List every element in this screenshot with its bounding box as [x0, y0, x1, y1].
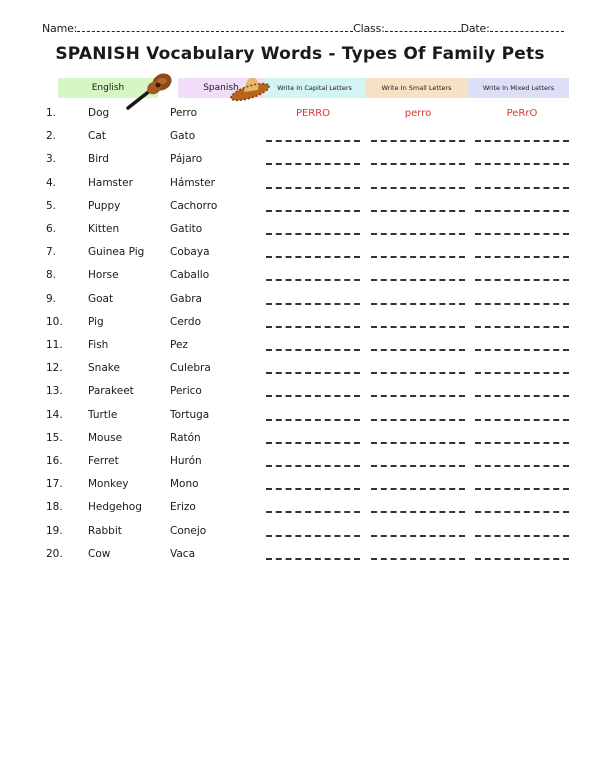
row-number: 9.	[46, 292, 57, 305]
example-small: perro	[404, 108, 432, 119]
sombrero-icon	[228, 70, 272, 102]
vocab-row	[0, 455, 600, 475]
row-number: 1.	[46, 107, 57, 119]
spanish-word: Perico	[170, 385, 202, 398]
english-word: Mouse	[88, 431, 123, 444]
vocab-row	[0, 200, 600, 220]
answer-mixed-field[interactable]	[475, 395, 569, 397]
row-number: 12.	[46, 362, 63, 375]
spanish-word: Hámster	[170, 176, 215, 189]
answer-capital-field[interactable]	[266, 395, 360, 397]
answer-mixed-field[interactable]	[475, 419, 569, 421]
english-word: Bird	[88, 153, 109, 166]
vocab-row	[0, 385, 600, 405]
english-word: Dog	[88, 107, 110, 119]
answer-small-field[interactable]	[371, 558, 465, 560]
class-label: Class:	[353, 22, 385, 35]
spanish-word: Tortuga	[170, 408, 210, 421]
answer-capital-field[interactable]	[266, 372, 360, 374]
vocab-row	[0, 316, 600, 336]
row-number: 18.	[46, 501, 63, 514]
answer-small-field[interactable]	[371, 442, 465, 444]
answer-mixed-field[interactable]	[475, 187, 569, 189]
row-number: 15.	[46, 431, 63, 444]
answer-small-field[interactable]	[371, 187, 465, 189]
vocab-row	[0, 409, 600, 429]
answer-small-field[interactable]	[371, 303, 465, 305]
answer-mixed-field[interactable]	[475, 558, 569, 560]
english-word: Goat	[88, 292, 114, 305]
answer-mixed-field[interactable]	[475, 210, 569, 212]
spanish-word: Culebra	[170, 362, 211, 375]
spanish-word: Gatito	[170, 223, 203, 235]
answer-capital-field[interactable]	[266, 511, 360, 513]
date-field[interactable]	[490, 22, 564, 32]
answer-mixed-field[interactable]	[475, 326, 569, 328]
vocab-row	[0, 362, 600, 382]
english-word: Snake	[88, 362, 120, 375]
row-number: 3.	[46, 153, 57, 166]
answer-capital-field[interactable]	[266, 279, 360, 281]
answer-small-field[interactable]	[371, 488, 465, 490]
answer-mixed-field[interactable]	[475, 303, 569, 305]
spanish-word: Hurón	[170, 455, 202, 467]
answer-small-field[interactable]	[371, 163, 465, 165]
answer-capital-field[interactable]	[266, 233, 360, 235]
english-word: Guinea Pig	[88, 246, 145, 259]
spanish-word: Cachorro	[170, 199, 218, 212]
vocab-row	[0, 432, 600, 452]
answer-mixed-field[interactable]	[475, 163, 569, 165]
row-number: 19.	[46, 524, 63, 537]
answer-capital-field[interactable]	[266, 187, 360, 189]
column-header-spanish: Spanish	[178, 78, 264, 98]
spanish-word: Ratón	[170, 431, 201, 444]
answer-small-field[interactable]	[371, 395, 465, 397]
example-mixed: PeRrO	[506, 108, 538, 119]
answer-small-field[interactable]	[371, 326, 465, 328]
spanish-word: Gato	[170, 130, 196, 143]
vocab-row	[0, 269, 600, 289]
english-word: Parakeet	[88, 385, 134, 398]
worksheet-title: SPANISH Vocabulary Words - Types Of Family Pets	[55, 44, 545, 64]
answer-mixed-field[interactable]	[475, 442, 569, 444]
date-label: Date:	[460, 22, 490, 35]
english-word: Hamster	[88, 176, 133, 189]
answer-small-field[interactable]	[371, 535, 465, 537]
answer-capital-field[interactable]	[266, 326, 360, 328]
row-number: 8.	[46, 269, 57, 282]
row-number: 11.	[46, 339, 63, 351]
english-word: Rabbit	[88, 524, 122, 537]
column-header-english: English	[58, 78, 158, 98]
row-number: 6.	[46, 223, 57, 235]
vocab-row	[0, 246, 600, 266]
answer-mixed-field[interactable]	[475, 535, 569, 537]
answer-small-field[interactable]	[371, 419, 465, 421]
vocab-row	[0, 548, 600, 568]
vocab-row	[0, 107, 600, 127]
vocab-row	[0, 478, 600, 498]
answer-mixed-field[interactable]	[475, 349, 569, 351]
row-number: 7.	[46, 246, 57, 259]
english-word: Hedgehog	[88, 501, 142, 514]
spanish-word: Pez	[170, 339, 188, 351]
spanish-word: Perro	[170, 107, 198, 119]
vocab-row	[0, 501, 600, 521]
spanish-word: Gabra	[170, 292, 202, 305]
answer-capital-field[interactable]	[266, 442, 360, 444]
class-field[interactable]	[385, 22, 461, 32]
answer-capital-field[interactable]	[266, 558, 360, 560]
english-word: Ferret	[88, 455, 119, 467]
name-field[interactable]	[77, 22, 353, 32]
row-number: 16.	[46, 455, 63, 467]
answer-capital-field[interactable]	[266, 419, 360, 421]
spanish-word: Conejo	[170, 524, 207, 537]
row-number: 20.	[46, 547, 63, 560]
answer-small-field[interactable]	[371, 233, 465, 235]
spanish-word: Vaca	[170, 547, 196, 560]
answer-capital-field[interactable]	[266, 303, 360, 305]
spanish-word: Cobaya	[170, 246, 210, 259]
column-header-mixed: Write In Mixed Letters	[468, 78, 569, 98]
vocab-row	[0, 525, 600, 545]
answer-small-field[interactable]	[371, 140, 465, 142]
answer-mixed-field[interactable]	[475, 511, 569, 513]
english-word: Cow	[88, 547, 111, 560]
english-word: Pig	[88, 315, 104, 328]
spanish-word: Cerdo	[170, 315, 202, 328]
vocab-row	[0, 177, 600, 197]
answer-capital-field[interactable]	[266, 465, 360, 467]
answer-mixed-field[interactable]	[475, 279, 569, 281]
answer-capital-field[interactable]	[266, 349, 360, 351]
answer-mixed-field[interactable]	[475, 488, 569, 490]
spanish-word: Erizo	[170, 501, 196, 514]
row-number: 14.	[46, 408, 63, 421]
english-word: Fish	[88, 339, 109, 351]
row-number: 5.	[46, 199, 57, 212]
row-number: 2.	[46, 130, 57, 143]
answer-capital-field[interactable]	[266, 535, 360, 537]
vocab-row	[0, 153, 600, 173]
row-number: 13.	[46, 385, 63, 398]
student-info-line	[42, 22, 570, 35]
vocab-row	[0, 339, 600, 359]
answer-capital-field[interactable]	[266, 488, 360, 490]
english-word: Horse	[88, 269, 119, 282]
column-header-small: Write In Small Letters	[365, 78, 468, 98]
answer-small-field[interactable]	[371, 349, 465, 351]
name-label: Name:	[42, 22, 78, 35]
row-number: 10.	[46, 315, 63, 328]
answer-capital-field[interactable]	[266, 256, 360, 258]
english-word: Turtle	[88, 408, 118, 421]
vocab-row	[0, 223, 600, 243]
guitar-icon	[122, 70, 174, 112]
answer-mixed-field[interactable]	[475, 233, 569, 235]
answer-small-field[interactable]	[371, 256, 465, 258]
spanish-word: Mono	[170, 478, 199, 491]
english-word: Cat	[88, 130, 106, 143]
answer-small-field[interactable]	[371, 511, 465, 513]
vocab-row	[0, 293, 600, 313]
answer-small-field[interactable]	[371, 210, 465, 212]
answer-mixed-field[interactable]	[475, 465, 569, 467]
answer-mixed-field[interactable]	[475, 372, 569, 374]
english-word: Puppy	[88, 199, 121, 212]
answer-small-field[interactable]	[371, 465, 465, 467]
answer-mixed-field[interactable]	[475, 140, 569, 142]
spanish-word: Pájaro	[170, 153, 203, 166]
answer-capital-field[interactable]	[266, 140, 360, 142]
answer-capital-field[interactable]	[266, 163, 360, 165]
answer-small-field[interactable]	[371, 372, 465, 374]
english-word: Kitten	[88, 223, 120, 235]
vocab-row	[0, 130, 600, 150]
answer-mixed-field[interactable]	[475, 256, 569, 258]
row-number: 4.	[46, 176, 57, 189]
column-header-capital: Write In Capital Letters	[264, 78, 365, 98]
row-number: 17.	[46, 478, 63, 491]
answer-small-field[interactable]	[371, 279, 465, 281]
english-word: Monkey	[88, 478, 129, 491]
answer-capital-field[interactable]	[266, 210, 360, 212]
spanish-word: Caballo	[170, 269, 210, 282]
example-capital: PERRO	[295, 108, 331, 119]
